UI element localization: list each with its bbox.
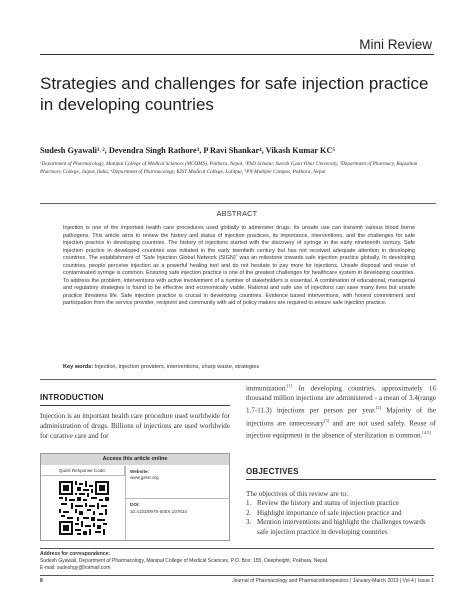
citation[interactable]: [4,5] [422,430,431,436]
qr-label: Quick Response Code: [41,466,125,476]
correspondence-label: Address for correspondence: [40,551,111,557]
objectives-list [246,499,436,537]
correspondence-rule [40,548,434,549]
objectives-intro: The objectives of this review are to: [246,490,349,498]
keywords-label: Key words: [63,364,94,370]
section-label: Mini Review [359,37,432,52]
citation[interactable]: [1] [287,383,293,388]
keywords [63,364,415,370]
citation[interactable]: [3] [323,417,330,423]
para-text: Majority of the injections are unnecessary [246,406,436,428]
doi-label: DOI: [130,502,140,508]
list-text: Highlight importance of safe injection practice and [257,508,402,517]
list-number: 1. [246,499,252,507]
affiliations: ¹Department of Pharmacology, Manipal College of Medical Sciences (MCOMS), Pokhara, Nepal, ²PhD Scholar, Suresh Gyan Vihar University, ³Department of Pharmacy, Rajasthan Pharmacy College, Jaipur, India, ⁴Department of Pharmacology, KIST Medical College, Lalitpur, ⁵PN Multiple Campus, Pokhara, Nepal [40,161,418,175]
journal-citation: Journal of Pharmacology and Pharmacotherapeutics | January-March 2013 | Vol 4 | Issue 1 [232,578,434,584]
website-link[interactable]: www.jphsr.org [130,475,159,481]
author-list: Sudesh Gyawali¹˒², Devendra Singh Rathore³, P Ravi Shankar⁴, Vikash Kumar KC⁵ [40,146,335,155]
keywords-values: Injection, injection providers, interventions, sharp waste, strategies [93,364,260,370]
qr-code-icon [59,481,109,535]
para-text: In developing countries, approximately 16 thousand million injections are administered - a mean of 3.4(range 1.7-11.3) injections per person per year. [246,384,436,415]
list-item [246,518,436,537]
correspondence-email[interactable]: E-mail: sudeshgy@hotmail.com [40,565,111,572]
header-rule [40,54,434,55]
list-text: Review the history and status of injection practice [257,499,400,507]
introduction-text: Injection is an important health care procedure used worldwide for administration of drugs. Billions of injections are used worldwide for curative care and for [40,412,230,440]
list-text: Mention interventions and highlight the challenges towards safe injection practice in developing countries [257,518,426,536]
list-number: 3. [246,518,252,526]
correspondence-address: Sudesh Gyawali, Department of Pharmacology, Manipal College of Medical Sciences, P.O. Box: 155, Deepheight, Pokhara, Nepal. [40,558,329,565]
introduction-heading: INTRODUCTION [40,393,104,402]
doi-cell [126,499,230,517]
access-heading: Access this article online [41,454,229,465]
abstract-text: Injection is one of the important health care procedures used globally to administer drugs. Its unsafe use can transmit various blood borne pathogens. This article aims to review the history and status of injection practices, its importance, interventions, and the challenges for safe injection practice in developing countries. The history of injections started with the discovery of syringe in the early nineteenth century. Safe injection practice in developed countries was initiated in the early twentieth century but has not received adequate attention in developing countries. The establishment of “Safe Injection Global Network (SIGN)” was an milestone towards safe injection practice globally. In developing countries, people perceive injection as a powerful healing tool and do not hesitate to pay more for injections. Unsafe disposal and reuse of contaminated syringe is common. Ensuring safe injection practice is one of the greatest challenges for healthcare system in developing countries. To address the problem, interventions with active involvement of a number of stakeholders is essential. A combination of educational, managerial and regulatory strategies is found to be effective and economically viable. Rational and safe use of injections can save many lives but unsafe practice threatens life. Safe injection practice is crucial in developing countries. Evidence based interventions, with honest commitment and participation from the service provider, recipient and community with aid of policy makers are required to ensure safe injection practice. [63,225,415,307]
access-details [125,466,230,541]
website-label: Website: [130,469,150,474]
right-column-paragraph [246,381,436,440]
article-access-box [40,453,230,541]
list-number: 2. [246,508,252,517]
page-number: 8 [40,578,43,584]
para-text: immunization. [246,384,288,393]
abstract-heading: ABSTRACT [216,209,258,218]
correspondence [40,551,438,573]
introduction-rule [40,405,230,406]
list-item [246,499,436,509]
citation[interactable]: [2] [375,405,382,411]
para-text: and are not used safely. Reuse of injection equipment in the absence of sterilization is common. [246,419,436,440]
objectives-rule [246,479,436,480]
website-cell [126,466,230,484]
footer-rule [40,575,434,576]
article-title: Strategies and challenges for safe injection practice in developing countries [40,74,429,114]
objectives-heading: OBJECTIVES [246,467,299,476]
doi-value[interactable]: 10.4103/0976-500X.107634 [130,508,187,514]
list-item [246,509,436,519]
